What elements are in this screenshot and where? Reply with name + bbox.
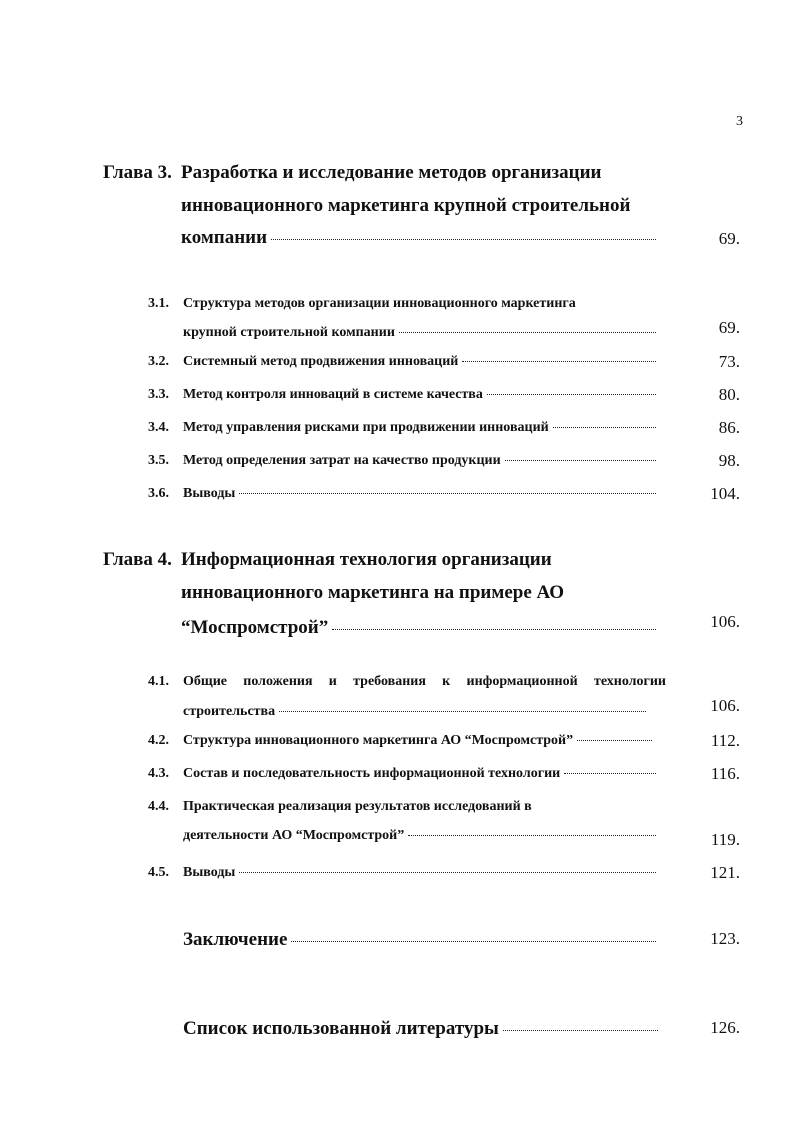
section-3-3-page: 80. bbox=[718, 385, 740, 404]
chapter-4-page: 106. bbox=[710, 612, 740, 631]
page-number: 3 bbox=[736, 114, 743, 129]
section-3-4-title: Метод управления рисками при продвижении инноваций bbox=[183, 420, 549, 435]
section-3-6-line bbox=[183, 486, 659, 502]
conclusion-page: 123. bbox=[710, 929, 740, 948]
section-3-1-number: 3.1. bbox=[148, 296, 169, 311]
section-3-3-number: 3.3. bbox=[148, 387, 169, 402]
section-3-6-title: Выводы bbox=[183, 486, 236, 501]
leader-dots bbox=[408, 835, 656, 836]
leader-dots bbox=[553, 427, 656, 428]
leader-dots bbox=[239, 872, 656, 873]
leader-dots bbox=[399, 332, 656, 333]
chapter-4-title-line-3 bbox=[181, 617, 659, 639]
chapter-4-title-line-1: Информационная технология организации bbox=[181, 549, 552, 570]
chapter-3-page: 69. bbox=[718, 229, 740, 248]
references-line bbox=[183, 1018, 661, 1040]
section-4-5-title: Выводы bbox=[183, 865, 236, 880]
section-4-3-line bbox=[183, 766, 659, 782]
section-4-4-title-line-1: Практическая реализация результатов исследований в bbox=[183, 799, 532, 814]
section-4-1-page: 106. bbox=[710, 696, 740, 715]
section-3-2-line bbox=[183, 354, 659, 370]
section-4-3-page: 116. bbox=[710, 764, 740, 783]
section-4-1-number: 4.1. bbox=[148, 674, 169, 689]
chapter-4-title-line-2: инновационного маркетинга на примере АО bbox=[181, 582, 565, 603]
section-3-1-title-text: крупной строительной компании bbox=[183, 325, 395, 340]
leader-dots bbox=[577, 740, 652, 741]
section-3-4-line bbox=[183, 420, 659, 436]
section-4-1-title-line-2 bbox=[183, 704, 649, 720]
leader-dots bbox=[487, 394, 656, 395]
section-3-5-title: Метод определения затрат на качество продукции bbox=[183, 453, 501, 468]
section-3-4-page: 86. bbox=[718, 418, 740, 437]
section-4-3-title: Состав и последовательность информационной технологии bbox=[183, 766, 561, 781]
section-4-4-title-line-2 bbox=[183, 828, 659, 844]
section-4-2-line bbox=[183, 733, 655, 749]
section-3-6-page: 104. bbox=[710, 484, 740, 503]
section-4-4-title-text: деятельности АО “Моспромстрой” bbox=[183, 828, 405, 843]
section-3-5-number: 3.5. bbox=[148, 453, 169, 468]
chapter-4-title-text: “Моспромстрой” bbox=[181, 617, 329, 638]
chapter-3-title-text: компании bbox=[181, 227, 268, 248]
section-3-2-title: Системный метод продвижения инноваций bbox=[183, 354, 459, 369]
leader-dots bbox=[462, 361, 656, 362]
section-3-1-page: 69. bbox=[718, 318, 740, 337]
leader-dots bbox=[564, 773, 656, 774]
section-3-5-line bbox=[183, 453, 659, 469]
section-4-2-page: 112. bbox=[710, 731, 740, 750]
section-3-3-line bbox=[183, 387, 659, 403]
references-page: 126. bbox=[710, 1018, 740, 1037]
section-4-3-number: 4.3. bbox=[148, 766, 169, 781]
leader-dots bbox=[332, 629, 656, 630]
section-4-1-title-line-1: Общие положения и требования к информационной технологии bbox=[183, 674, 666, 689]
section-3-6-number: 3.6. bbox=[148, 486, 169, 501]
section-4-4-page: 119. bbox=[710, 830, 740, 849]
references-title: Список использованной литературы bbox=[183, 1018, 499, 1039]
leader-dots bbox=[291, 941, 656, 942]
section-3-2-number: 3.2. bbox=[148, 354, 169, 369]
section-4-2-title: Структура инновационного маркетинга АО “Моспромстрой” bbox=[183, 733, 574, 748]
leader-dots bbox=[239, 493, 656, 494]
section-3-1-title-line-1: Структура методов организации инновационного маркетинга bbox=[183, 296, 576, 311]
chapter-3-title-line-2: инновационного маркетинга крупной строительной bbox=[181, 195, 631, 216]
leader-dots bbox=[279, 711, 646, 712]
section-3-5-page: 98. bbox=[718, 451, 740, 470]
conclusion-line bbox=[183, 929, 659, 951]
chapter-3-title-line-3 bbox=[181, 227, 659, 249]
chapter-3-label: Глава 3. bbox=[103, 162, 172, 183]
section-4-1-title-text: строительства bbox=[183, 704, 276, 719]
leader-dots bbox=[503, 1030, 658, 1031]
leader-dots bbox=[505, 460, 656, 461]
section-3-3-title: Метод контроля инноваций в системе качества bbox=[183, 387, 483, 402]
section-4-4-number: 4.4. bbox=[148, 799, 169, 814]
section-3-2-page: 73. bbox=[718, 352, 740, 371]
chapter-4-label: Глава 4. bbox=[103, 549, 172, 570]
section-4-2-number: 4.2. bbox=[148, 733, 169, 748]
section-4-5-page: 121. bbox=[710, 863, 740, 882]
leader-dots bbox=[271, 239, 656, 240]
section-3-4-number: 3.4. bbox=[148, 420, 169, 435]
chapter-3-title-line-1: Разработка и исследование методов организации bbox=[181, 162, 602, 183]
section-3-1-title-line-2 bbox=[183, 325, 659, 341]
section-4-5-number: 4.5. bbox=[148, 865, 169, 880]
conclusion-title: Заключение bbox=[183, 929, 288, 950]
section-4-5-line bbox=[183, 865, 659, 881]
